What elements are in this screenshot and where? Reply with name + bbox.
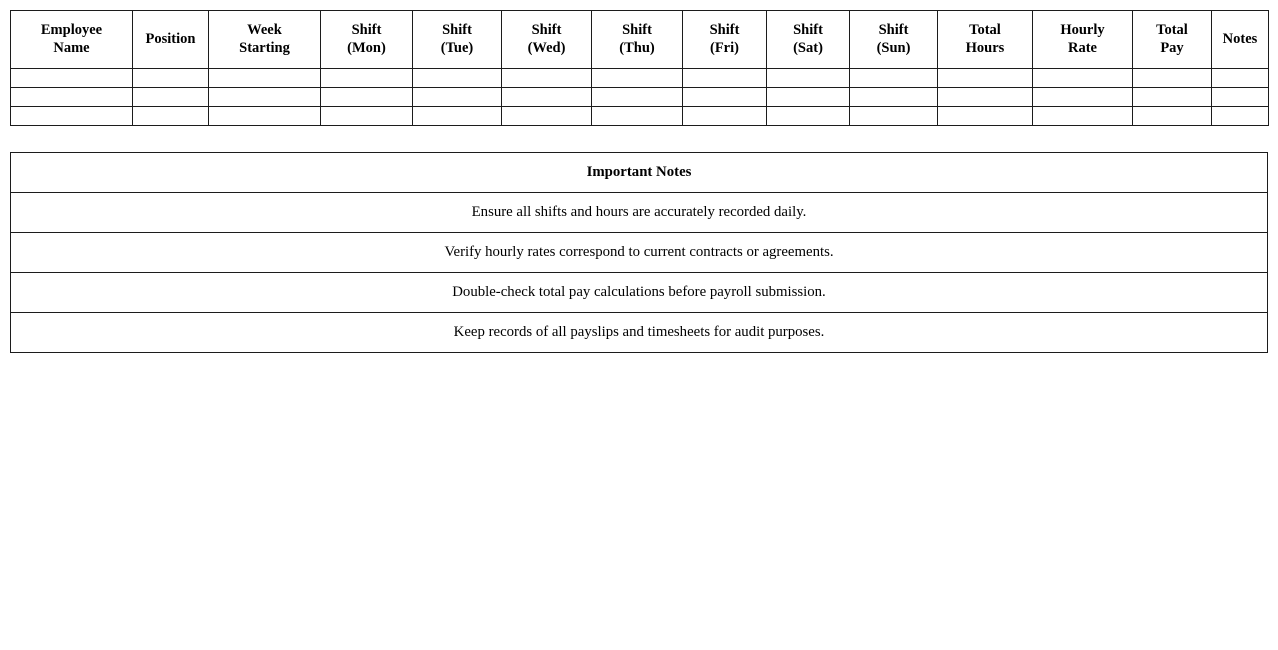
cell-hourly-rate[interactable] <box>1033 107 1133 126</box>
cell-shift-fri[interactable] <box>683 107 767 126</box>
notes-title-cell: Important Notes <box>11 153 1268 193</box>
column-header-shift-sat <box>767 11 850 69</box>
column-header-line: Position <box>145 30 196 47</box>
column-header-line: Total <box>969 22 1001 39</box>
notes-title-row <box>11 153 1268 193</box>
cell-notes[interactable] <box>1212 107 1269 126</box>
cell-shift-mon[interactable] <box>321 107 413 126</box>
column-header-line: Notes <box>1222 30 1258 47</box>
note-row <box>11 233 1268 273</box>
notes-body <box>11 153 1268 353</box>
note-text: Double-check total pay calculations before payroll submission. <box>11 273 1268 313</box>
cell-shift-wed[interactable] <box>502 107 592 126</box>
important-notes-table <box>10 152 1268 353</box>
cell-total-pay[interactable] <box>1133 88 1212 107</box>
cell-shift-tue[interactable] <box>413 88 502 107</box>
cell-shift-sun[interactable] <box>850 88 938 107</box>
cell-shift-fri[interactable] <box>683 69 767 88</box>
cell-position[interactable] <box>133 69 209 88</box>
column-header-line: Shift <box>351 22 382 39</box>
note-text: Verify hourly rates correspond to current contracts or agreements. <box>11 233 1268 273</box>
note-row <box>11 313 1268 353</box>
cell-total-pay[interactable] <box>1133 107 1212 126</box>
cell-week-starting[interactable] <box>209 88 321 107</box>
column-header-line: Shift <box>709 22 740 39</box>
column-header-employee-name <box>11 11 133 69</box>
cell-hourly-rate[interactable] <box>1033 69 1133 88</box>
column-header-line: (Fri) <box>710 39 739 56</box>
column-header-line: (Mon) <box>347 39 386 56</box>
column-header-line: Employee <box>40 22 103 39</box>
column-header-shift-mon <box>321 11 413 69</box>
cell-total-hours[interactable] <box>938 107 1033 126</box>
column-header-line: Pay <box>1160 39 1184 56</box>
cell-week-starting[interactable] <box>209 69 321 88</box>
timesheet-body <box>11 69 1269 126</box>
column-header-shift-wed <box>502 11 592 69</box>
column-header-week-starting <box>209 11 321 69</box>
column-header-line: Name <box>53 39 90 56</box>
column-header-shift-thu <box>592 11 683 69</box>
cell-total-hours[interactable] <box>938 88 1033 107</box>
cell-shift-mon[interactable] <box>321 69 413 88</box>
cell-shift-sat[interactable] <box>767 88 850 107</box>
table-row <box>11 107 1269 126</box>
column-header-line: Shift <box>442 22 472 39</box>
notes-section <box>10 152 1268 353</box>
cell-shift-sat[interactable] <box>767 107 850 126</box>
column-header-line: Total <box>1156 22 1188 39</box>
cell-employee-name[interactable] <box>11 69 133 88</box>
column-header-line: (Wed) <box>527 39 566 56</box>
cell-shift-sat[interactable] <box>767 69 850 88</box>
table-row <box>11 88 1269 107</box>
column-header-line: (Tue) <box>440 39 474 56</box>
column-header-shift-sun <box>850 11 938 69</box>
timesheet-header-row <box>11 11 1269 69</box>
column-header-line: Shift <box>793 22 823 39</box>
column-header-total-pay <box>1133 11 1212 69</box>
table-row <box>11 69 1269 88</box>
cell-hourly-rate[interactable] <box>1033 88 1133 107</box>
timesheet-table <box>10 10 1269 126</box>
column-header-line: (Sun) <box>876 39 911 56</box>
cell-week-starting[interactable] <box>209 107 321 126</box>
note-row <box>11 193 1268 233</box>
cell-shift-tue[interactable] <box>413 69 502 88</box>
cell-position[interactable] <box>133 107 209 126</box>
cell-shift-wed[interactable] <box>502 69 592 88</box>
column-header-total-hours <box>938 11 1033 69</box>
cell-shift-thu[interactable] <box>592 88 683 107</box>
cell-shift-tue[interactable] <box>413 107 502 126</box>
column-header-shift-fri <box>683 11 767 69</box>
column-header-line: Starting <box>239 39 290 56</box>
note-text: Keep records of all payslips and timesheets for audit purposes. <box>11 313 1268 353</box>
timesheet-header <box>11 11 1269 69</box>
cell-notes[interactable] <box>1212 88 1269 107</box>
column-header-position <box>133 11 209 69</box>
cell-shift-thu[interactable] <box>592 69 683 88</box>
cell-position[interactable] <box>133 88 209 107</box>
note-text: Ensure all shifts and hours are accurately recorded daily. <box>11 193 1268 233</box>
column-header-line: Shift <box>878 22 909 39</box>
column-header-line: Week <box>247 22 282 39</box>
column-header-line: Shift <box>531 22 562 39</box>
cell-shift-fri[interactable] <box>683 88 767 107</box>
column-header-line: Hourly <box>1060 22 1105 39</box>
cell-shift-wed[interactable] <box>502 88 592 107</box>
column-header-shift-tue <box>413 11 502 69</box>
column-header-line: Shift <box>622 22 652 39</box>
cell-notes[interactable] <box>1212 69 1269 88</box>
cell-shift-mon[interactable] <box>321 88 413 107</box>
column-header-notes <box>1212 11 1269 69</box>
cell-total-hours[interactable] <box>938 69 1033 88</box>
column-header-line: (Thu) <box>619 39 655 56</box>
cell-shift-sun[interactable] <box>850 107 938 126</box>
cell-total-pay[interactable] <box>1133 69 1212 88</box>
cell-shift-thu[interactable] <box>592 107 683 126</box>
column-header-line: Hours <box>965 39 1005 56</box>
column-header-hourly-rate <box>1033 11 1133 69</box>
column-header-line: (Sat) <box>793 39 823 56</box>
cell-employee-name[interactable] <box>11 88 133 107</box>
cell-shift-sun[interactable] <box>850 69 938 88</box>
column-header-line: Rate <box>1068 39 1097 56</box>
cell-employee-name[interactable] <box>11 107 133 126</box>
note-row <box>11 273 1268 313</box>
